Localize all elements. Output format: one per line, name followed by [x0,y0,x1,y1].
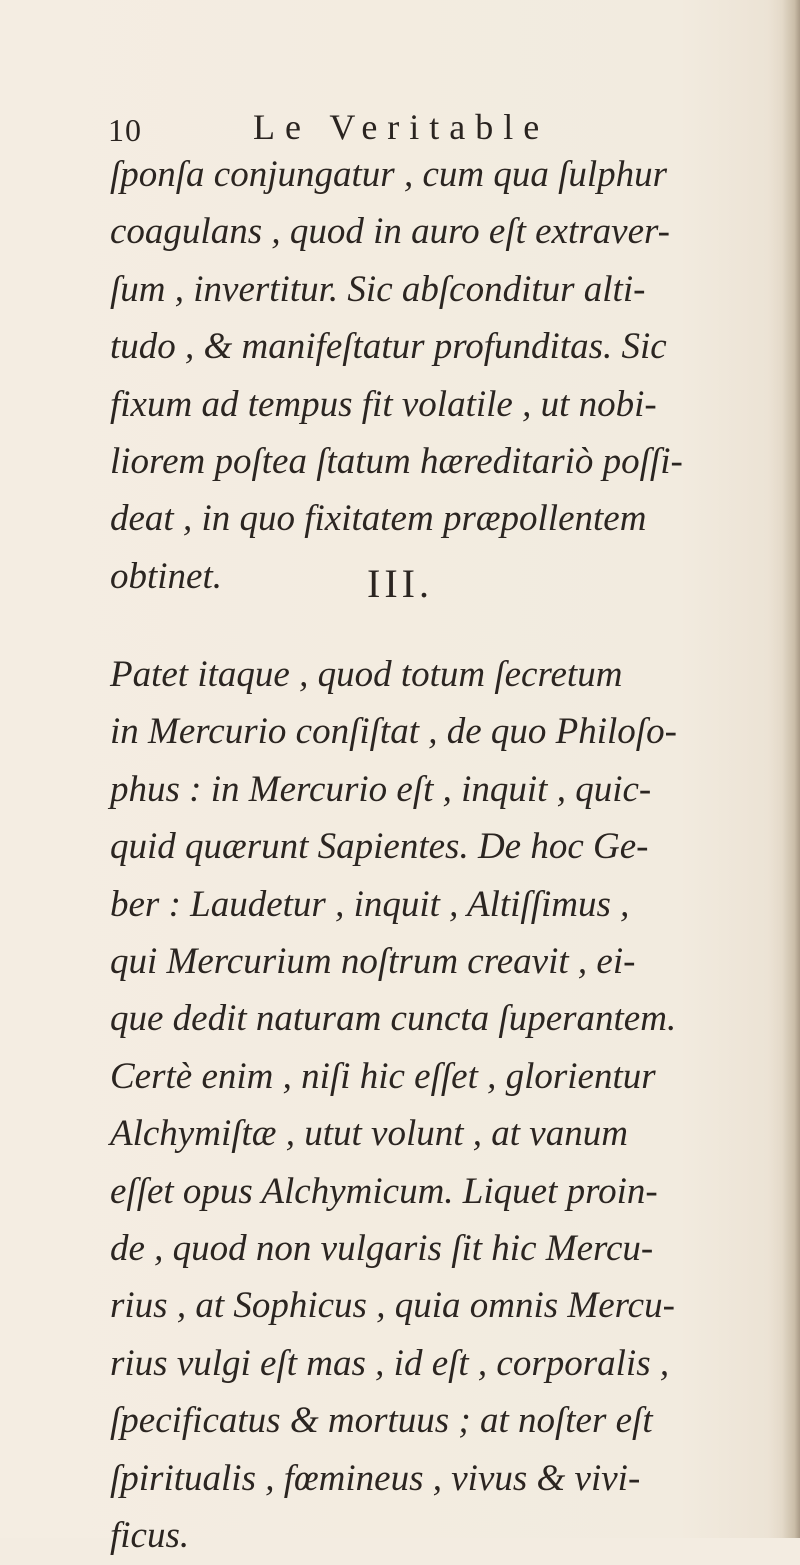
text-line: eſſet opus Alchymicum. Liquet proin- [110,1170,658,1212]
text-line: ber : Laudetur , inquit , Altiſſimus , [110,883,630,925]
text-line: que dedit naturam cuncta ſuperantem. [110,998,677,1040]
text-line: ſponſa conjungatur , cum qua ſulphur [110,154,668,195]
text-line: phus : in Mercurio eſt , inquit , quic- [110,768,652,810]
text-line: rius , at Sophicus , quia omnis Mercu- [110,1285,675,1327]
section-heading: III. [367,561,433,606]
text-line: coagulans , quod in auro eſt extraver- [110,211,670,253]
text-line: fixum ad tempus fit volatile , ut nobi- [110,383,657,425]
page-header [108,106,748,150]
text-line: ſpiritualis , fœmineus , vivus & vivi- [110,1457,641,1499]
text-line: rius vulgi eſt mas , id eſt , corporalis , [110,1342,670,1384]
text-line: obtinet. [110,555,223,597]
text-line: ſum , invertitur. Sic abſconditur alti- [110,268,646,310]
paragraph-2 [110,646,770,1565]
text-line: tudo , & manifeſtatur profunditas. Sic [110,326,667,368]
text-line: ſpecificatus & mortuus ; at noſter eſt [110,1400,653,1442]
page-number: 10 [108,112,142,148]
text-line: de , quod non vulgaris ſit hic Mercu- [110,1228,654,1270]
text-line: in Mercurio conſiſtat , de quo Philoſo- [110,711,677,753]
text-line: deat , in quo fixitatem præpollentem [110,498,647,540]
text-line: Patet itaque , quod totum ſecretum [110,654,623,695]
page-edge-shadow [782,0,800,1538]
text-line: Certè enim , niſi hic eſſet , glorientur [110,1055,656,1097]
paragraph-1 [110,146,770,605]
text-line: quid quærunt Sapientes. De hoc Ge- [110,826,649,868]
text-line: liorem poſtea ſtatum hæreditariò poſſi- [110,441,683,483]
text-line: qui Mercurium noſtrum creavit , ei- [110,941,636,983]
text-line: Alchymiſtæ , utut volunt , at vanum [110,1113,628,1155]
running-title: Le Veritable [253,107,550,147]
text-line: ficus. [110,1515,190,1557]
